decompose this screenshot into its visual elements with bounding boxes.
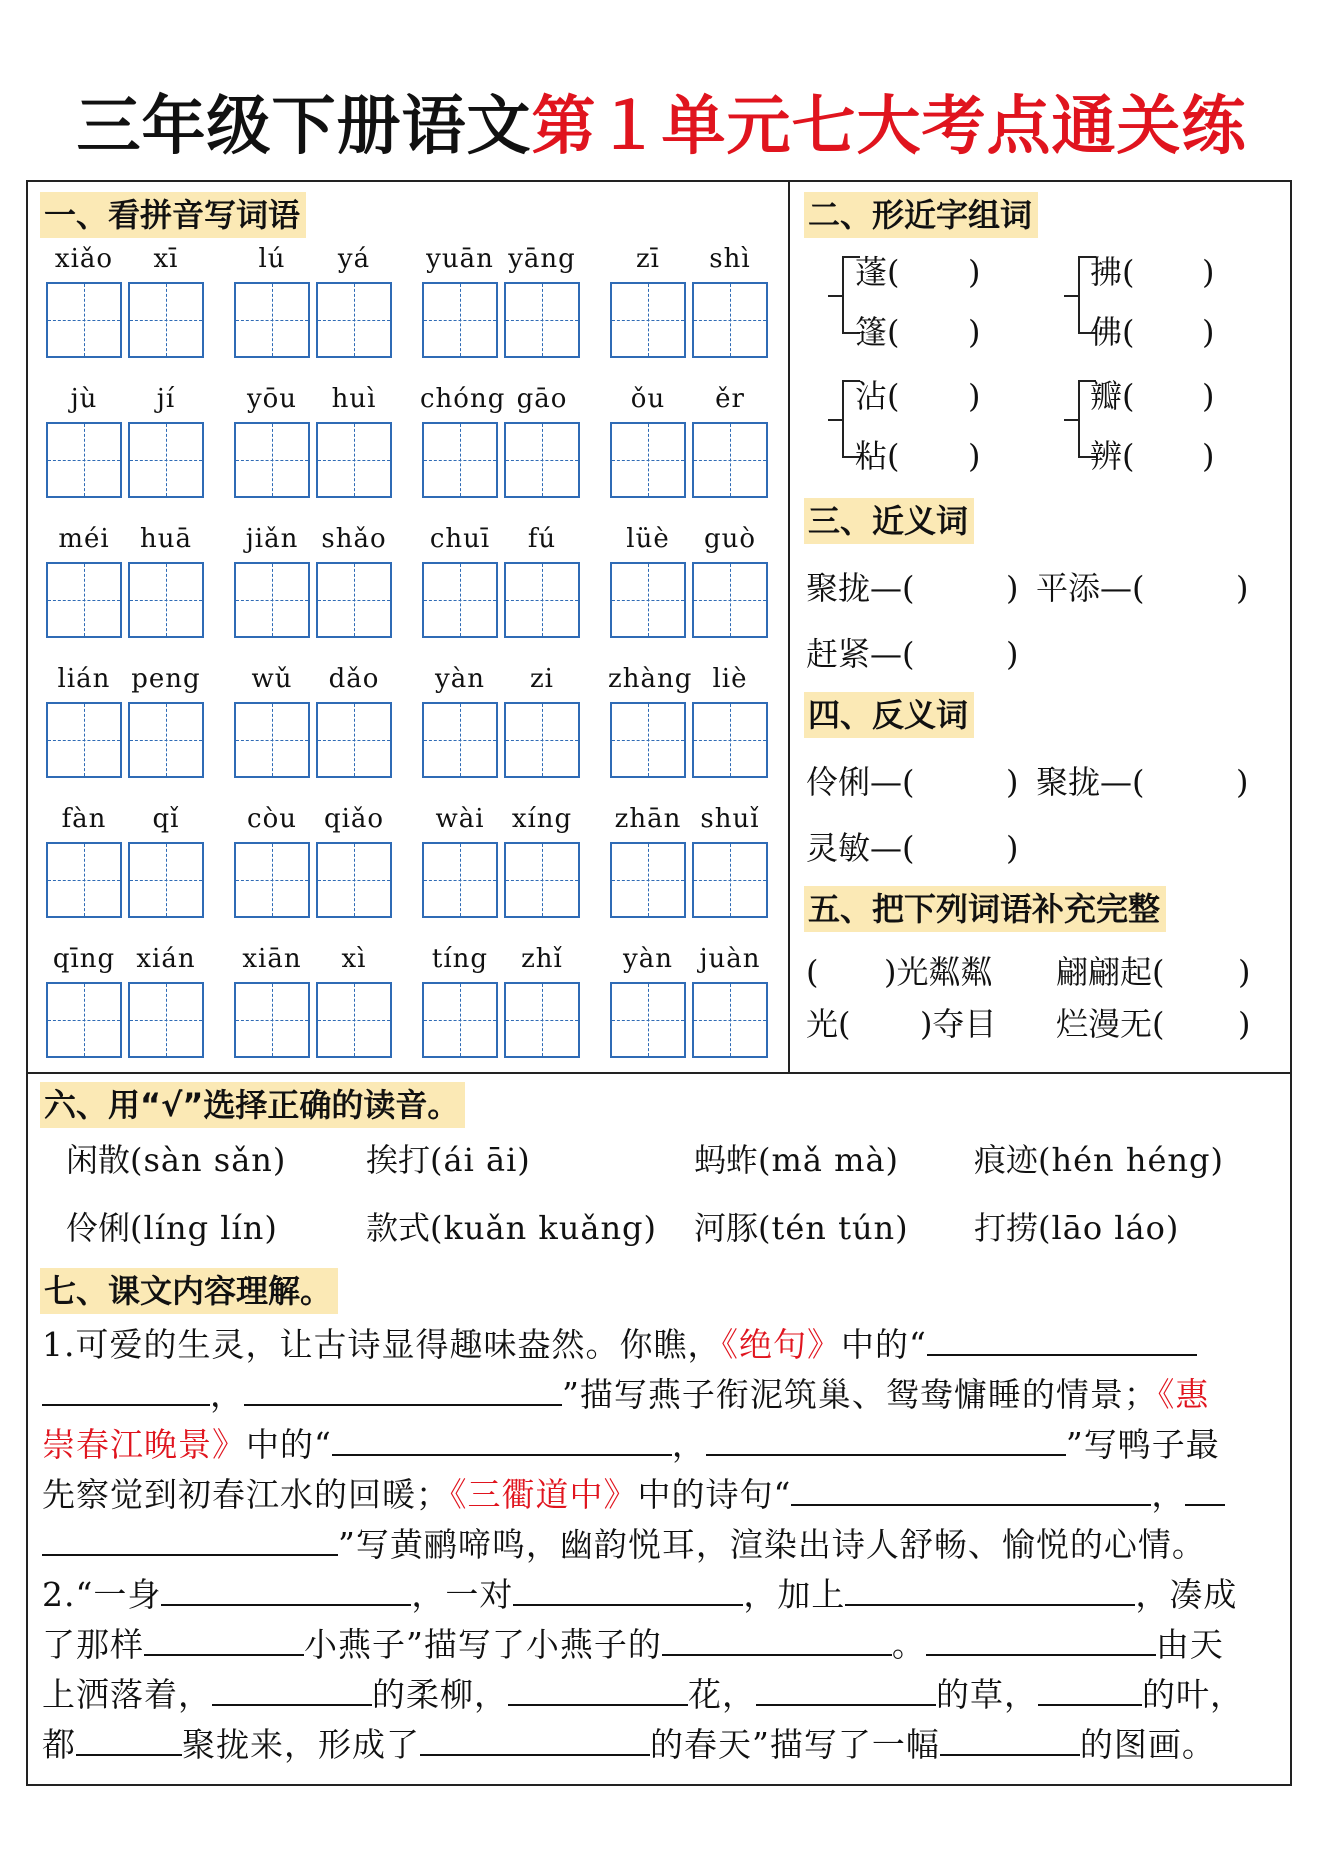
paren-close: ): [1236, 569, 1249, 607]
pinyin-label: xiān: [242, 944, 302, 974]
pinyin-label: chuī: [429, 524, 491, 554]
poem-title: 《三衢道中》: [450, 1475, 638, 1514]
paren-close: ): [1202, 437, 1215, 475]
writing-cell[interactable]: [422, 422, 498, 498]
pinyin-label: yōu: [246, 384, 298, 414]
pinyin-label: lián: [57, 664, 111, 694]
pinyin-label: shǎo: [321, 524, 387, 554]
paren-close: ): [1238, 1005, 1251, 1043]
answer-blank[interactable]: [508, 1674, 688, 1706]
answer-blank[interactable]: [1038, 1674, 1142, 1706]
paren-close: ): [1006, 829, 1019, 867]
poem-title: 崇春江晚景》: [42, 1425, 246, 1464]
section-3-heading: 三、近义词: [804, 498, 974, 544]
pronunciation-word: 痕迹: [974, 1141, 1039, 1179]
pinyin-label: huā: [140, 524, 192, 554]
pronunciation-options[interactable]: (hén héng): [1038, 1141, 1224, 1179]
answer-blank[interactable]: [756, 1674, 936, 1706]
section-5-heading: 五、把下列词语补充完整: [804, 886, 1166, 932]
writing-cell[interactable]: [128, 842, 204, 918]
pronunciation-word: 闲散: [66, 1141, 131, 1179]
writing-cell[interactable]: [610, 702, 686, 778]
writing-cell[interactable]: [46, 982, 122, 1058]
buchong-item: )夺目: [920, 1005, 997, 1043]
pronunciation-options[interactable]: (ái āi): [430, 1141, 531, 1179]
pinyin-label: shuǐ: [700, 804, 760, 834]
fanyi-item: 伶俐—(: [806, 763, 915, 801]
writing-cell[interactable]: [128, 422, 204, 498]
pronunciation-item: [366, 1140, 531, 1180]
buchong-item: )光粼粼: [884, 953, 993, 991]
pinyin-label: còu: [247, 804, 297, 834]
answer-blank[interactable]: [940, 1724, 1080, 1756]
xingjin-item: 佛(: [1090, 313, 1135, 351]
pinyin-label: zī: [635, 244, 660, 274]
writing-cell[interactable]: [610, 562, 686, 638]
paren-close: ): [1202, 253, 1215, 291]
pronunciation-item: [366, 1208, 657, 1248]
pinyin-label: guò: [703, 524, 757, 554]
writing-cell[interactable]: [316, 842, 392, 918]
pinyin-label: yá: [337, 244, 371, 274]
answer-blank[interactable]: [144, 1624, 304, 1656]
writing-cell[interactable]: [234, 702, 310, 778]
pinyin-label: gāo: [516, 384, 568, 414]
paren-close: ): [1238, 953, 1251, 991]
pronunciation-word: 河豚: [694, 1209, 759, 1247]
title-red: 第１单元七大考点通关练: [531, 90, 1247, 164]
pronunciation-item: [694, 1208, 909, 1248]
writing-cell[interactable]: [422, 562, 498, 638]
xingjin-item: 篷(: [855, 313, 900, 351]
writing-cell[interactable]: [316, 702, 392, 778]
writing-cell[interactable]: [422, 282, 498, 358]
writing-cell[interactable]: [504, 562, 580, 638]
jinyi-item: 平添—(: [1036, 569, 1145, 607]
answer-blank[interactable]: [926, 1624, 1156, 1656]
writing-cell[interactable]: [234, 282, 310, 358]
writing-cell[interactable]: [316, 982, 392, 1058]
pinyin-label: yàn: [435, 664, 485, 694]
section-1-heading: 一、看拼音写词语: [40, 192, 306, 238]
pinyin-label: wài: [435, 804, 485, 834]
pinyin-label: yāng: [508, 244, 576, 274]
answer-blank[interactable]: [42, 1524, 338, 1556]
answer-blank[interactable]: [161, 1574, 411, 1606]
answer-blank[interactable]: [212, 1674, 372, 1706]
pinyin-label: qǐ: [152, 804, 180, 834]
writing-cell[interactable]: [610, 982, 686, 1058]
writing-cell[interactable]: [128, 562, 204, 638]
pinyin-label: huì: [331, 384, 377, 414]
pinyin-label: zhān: [614, 804, 682, 834]
pinyin-label: tíng: [431, 944, 489, 974]
pinyin-label: qiǎo: [323, 804, 385, 834]
writing-cell[interactable]: [504, 702, 580, 778]
writing-cell[interactable]: [692, 982, 768, 1058]
writing-cell[interactable]: [46, 702, 122, 778]
section-2-heading: 二、形近字组词: [804, 192, 1038, 238]
xingjin-item: 瓣(: [1090, 377, 1135, 415]
paren-close: ): [1202, 377, 1215, 415]
writing-cell[interactable]: [422, 982, 498, 1058]
pinyin-label: ǒu: [630, 384, 666, 414]
pronunciation-word: 伶俐: [66, 1209, 131, 1247]
pronunciation-item: [694, 1140, 899, 1180]
pronunciation-options[interactable]: (tén tún): [758, 1209, 909, 1247]
buchong-item: 烂漫无(: [1056, 1005, 1165, 1043]
xingjin-item: 蓬(: [855, 253, 900, 291]
poem-title: 《惠: [1157, 1375, 1210, 1414]
buchong-paren: (: [806, 953, 819, 991]
writing-cell[interactable]: [692, 842, 768, 918]
writing-cell[interactable]: [692, 422, 768, 498]
xingjin-item: 辨(: [1090, 437, 1135, 475]
fanyi-item: 聚拢—(: [1036, 763, 1145, 801]
pinyin-label: zhàng: [608, 664, 693, 694]
writing-cell[interactable]: [504, 282, 580, 358]
answer-blank[interactable]: [420, 1724, 650, 1756]
paren-close: ): [968, 313, 981, 351]
paren-close: ): [1202, 313, 1215, 351]
pinyin-label: fú: [527, 524, 557, 554]
paren-close: ): [968, 377, 981, 415]
pinyin-label: zi: [529, 664, 554, 694]
pinyin-label: xián: [136, 944, 196, 974]
writing-cell[interactable]: [422, 702, 498, 778]
paren-close: ): [1236, 763, 1249, 801]
writing-cell[interactable]: [234, 422, 310, 498]
writing-cell[interactable]: [234, 982, 310, 1058]
pronunciation-options[interactable]: (mǎ mà): [758, 1141, 899, 1179]
writing-cell[interactable]: [692, 702, 768, 778]
writing-cell[interactable]: [316, 562, 392, 638]
writing-cell[interactable]: [128, 282, 204, 358]
writing-cell[interactable]: [504, 982, 580, 1058]
pinyin-label: shì: [709, 244, 751, 274]
page-title: [0, 82, 1323, 172]
pinyin-label: chóng: [420, 384, 506, 414]
answer-blank[interactable]: [791, 1474, 1151, 1506]
writing-cell[interactable]: [316, 422, 392, 498]
pronunciation-item: [974, 1208, 1179, 1248]
writing-cell[interactable]: [610, 422, 686, 498]
pinyin-label: juàn: [699, 944, 761, 974]
paren-close: ): [968, 437, 981, 475]
writing-cell[interactable]: [128, 702, 204, 778]
pronunciation-item: [66, 1208, 278, 1248]
paren-close: ): [1006, 763, 1019, 801]
pronunciation-options[interactable]: (sàn sǎn): [130, 1141, 287, 1179]
pinyin-label: lüè: [626, 524, 670, 554]
pinyin-label: méi: [58, 524, 110, 554]
pinyin-label: xī: [153, 244, 179, 274]
pronunciation-word: 挨打: [366, 1141, 431, 1179]
jinyi-item: 聚拢—(: [806, 569, 915, 607]
pinyin-label: wǔ: [251, 664, 293, 694]
jinyi-item: 赶紧—(: [806, 635, 915, 673]
pinyin-label: xíng: [511, 804, 573, 834]
pronunciation-item: [974, 1140, 1224, 1180]
answer-blank[interactable]: [513, 1574, 743, 1606]
writing-cell[interactable]: [610, 282, 686, 358]
pinyin-label: fàn: [61, 804, 107, 834]
pinyin-label: xiǎo: [54, 244, 114, 274]
writing-cell[interactable]: [316, 282, 392, 358]
xingjin-item: 拂(: [1090, 253, 1135, 291]
answer-blank[interactable]: [42, 1374, 210, 1406]
poem-title: 《绝句》: [721, 1325, 841, 1364]
pinyin-label: jiǎn: [245, 524, 299, 554]
paren-close: ): [1006, 635, 1019, 673]
pinyin-label: jí: [156, 384, 176, 414]
writing-cell[interactable]: [610, 842, 686, 918]
question-2: 2.“一身 ，一对 ，加上 ，凑成 了那样 小燕子”描写了小燕子的 。 由天 上洒落着， 的柔柳， 花， 的草， 的叶， 都 聚拢来，形成了 的春天”描写了一幅 的图画。: [42, 1575, 1244, 1764]
pinyin-label: zhǐ: [521, 944, 563, 974]
pinyin-label: yàn: [623, 944, 673, 974]
pinyin-label: peng: [131, 664, 201, 694]
writing-cell[interactable]: [504, 422, 580, 498]
pronunciation-item: [66, 1140, 286, 1180]
pronunciation-word: 打捞: [974, 1209, 1039, 1247]
buchong-item: 翩翩起(: [1056, 953, 1165, 991]
paren-close: ): [968, 253, 981, 291]
answer-blank[interactable]: [706, 1424, 1066, 1456]
answer-blank[interactable]: [927, 1324, 1197, 1356]
writing-cell[interactable]: [234, 562, 310, 638]
writing-cell[interactable]: [422, 842, 498, 918]
buchong-item: 光(: [806, 1005, 851, 1043]
section-6-heading: 六、用“√”选择正确的读音。: [40, 1082, 465, 1128]
section-7-heading: 七、课文内容理解。: [40, 1268, 338, 1314]
xingjin-item: 粘(: [855, 437, 900, 475]
fanyi-item: 灵敏—(: [806, 829, 915, 867]
writing-cell[interactable]: [504, 842, 580, 918]
pronunciation-word: 蚂蚱: [694, 1141, 759, 1179]
writing-cell[interactable]: [692, 282, 768, 358]
pinyin-label: dǎo: [328, 664, 380, 694]
section-4-heading: 四、反义词: [804, 692, 974, 738]
writing-cell[interactable]: [46, 282, 122, 358]
pinyin-label: xì: [341, 944, 367, 974]
pinyin-label: qīng: [52, 944, 116, 974]
xingjin-item: 沾(: [855, 377, 900, 415]
writing-cell[interactable]: [46, 842, 122, 918]
paren-close: ): [1006, 569, 1019, 607]
pronunciation-options[interactable]: (líng lín): [130, 1209, 278, 1247]
writing-cell[interactable]: [128, 982, 204, 1058]
answer-blank[interactable]: [244, 1374, 562, 1406]
answer-blank[interactable]: [76, 1724, 182, 1756]
pronunciation-options[interactable]: (lāo láo): [1038, 1209, 1180, 1247]
writing-cell[interactable]: [46, 562, 122, 638]
pronunciation-options[interactable]: (kuǎn kuǎng): [430, 1209, 658, 1247]
pinyin-label: yuān: [426, 244, 494, 274]
title-black: 三年级下册语文: [76, 90, 532, 164]
pinyin-label: ěr: [715, 384, 745, 414]
writing-cell[interactable]: [46, 422, 122, 498]
answer-blank[interactable]: [1185, 1474, 1225, 1506]
writing-cell[interactable]: [234, 842, 310, 918]
pinyin-label: jù: [70, 384, 98, 414]
answer-blank[interactable]: [332, 1424, 672, 1456]
row-divider: [26, 1072, 1292, 1074]
pinyin-label: lú: [258, 244, 286, 274]
answer-blank[interactable]: [662, 1624, 892, 1656]
column-divider: [788, 180, 790, 1074]
pronunciation-word: 款式: [366, 1209, 431, 1247]
writing-cell[interactable]: [692, 562, 768, 638]
question-1: 1.可爱的生灵，让古诗显得趣味盎然。你瞧，《绝句》中的“ ， ”描写燕子衔泥筑巢、鸳鸯慵睡的情景；《惠 崇春江晚景》中的“ ， ”写鸭子最 先察觉到初春江水的回暖；《三衢道中》中的诗句“ ， ”写黄鹂啼鸣，幽韵悦耳，渲染出诗人舒畅、愉悦的心情。: [42, 1320, 1282, 1570]
answer-blank[interactable]: [845, 1574, 1135, 1606]
pinyin-label: liè: [712, 664, 748, 694]
